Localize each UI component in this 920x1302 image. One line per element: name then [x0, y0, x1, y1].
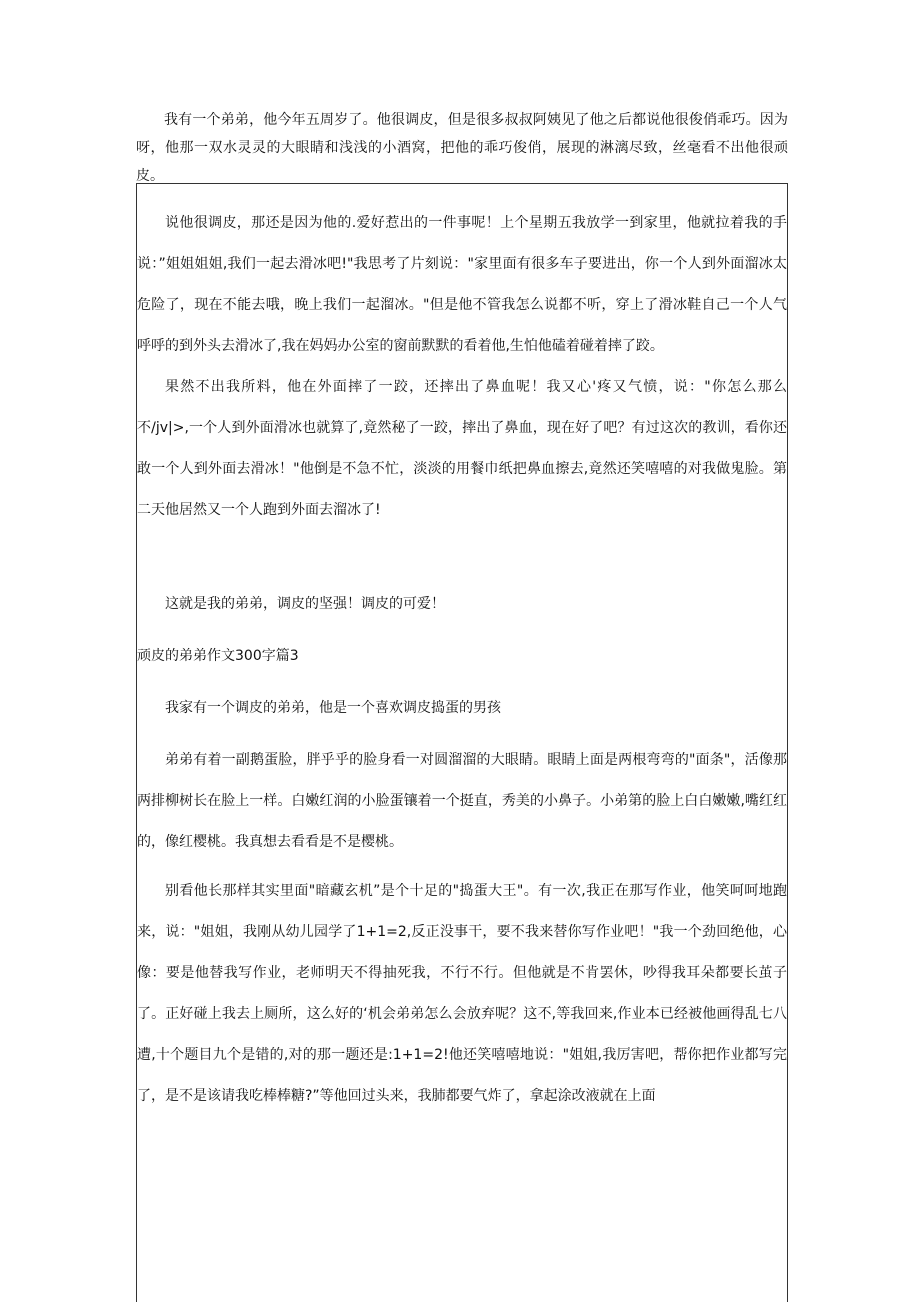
paragraph-2: 果然不出我所料，他在外面摔了一跤，还摔出了鼻血呢！我又心'疼又气愤，说："你怎么那么不/jv|>,一个人到外面滑冰也就算了,竟然秘了一跤，摔出了鼻血，现在好了吧？有过这次的教训，看你还敢一个人到外面去滑冰！"他倒是不急不忙，淡淡的用餐巾纸把鼻血擦去,竟然还笑嘻嘻的对我做鬼脸。第二天他居然又一个人跑到外面去溜冰了! — [137, 379, 787, 518]
paragraph-4: 我家有一个调皮的弟弟，他是一个喜欢调皮捣蛋的男孩 — [165, 700, 501, 716]
paragraph-3: 这就是我的弟弟，调皮的坚强！调皮的可爱！ — [165, 596, 445, 612]
paragraph-5: 弟弟有着一副鹅蛋脸，胖乎乎的脸身看一对圆溜溜的大眼睛。眼睛上面是两根弯弯的"面条"，活像那两排柳树长在脸上一样。白嫩红润的小脸蛋镶着一个挺直，秀美的小鼻子。小弟第的脸上白白嫩嫩,嘴红红的，像红樱桃。我真想去看看是不是樱桃。 — [137, 752, 787, 850]
content-box — [136, 183, 788, 1302]
section-heading: 顽皮的弟弟作文300字篇3 — [137, 648, 299, 664]
paragraph-1: 说他很调皮，那还是因为他的.爱好惹出的一件事呢！上个星期五我放学一到家里，他就拉着我的手说：”姐姐姐姐,我们一起去滑冰吧!"我思考了片刻说："家里面有很多车子要进出，你一个人到外面溜冰太危险了，现在不能去哦，晚上我们一起溜冰。"但是他不管我怎么说都不听，穿上了滑冰鞋自己一个人气呼呼的到外头去滑冰了,我在妈妈办公室的窗前默默的看着他,生怕他磕着碰着摔了跤。 — [137, 215, 787, 354]
paragraph-6: 别看他长那样其实里面"暗藏玄机”是个十足的"捣蛋大王"。有一次,我正在那写作业，他笑呵呵地跑来，说："姐姐，我刚从幼儿园学了1+1=2,反正没事干，要不我来替你写作业吧！"我一个劲回绝他，心像：要是他替我写作业，老师明天不得抽死我，不行不行。但他就是不肯罢休，吵得我耳朵都要长茧子了。正好碰上我去上厕所，这么好的‘机会弟弟怎么会放弃呢？这不,等我回来,作业本已经被他画得乱七八遭,十个题目九个是错的,对的那一题还是:1+1=2!他还笑嘻嘻地说："姐姐,我厉害吧，帮你把作业都写完了，是不是该请我吃棒棒糖?”等他回过头来，我肺都要气炸了，拿起涂改液就在上面 — [137, 883, 787, 1104]
intro-section — [136, 106, 788, 190]
intro-paragraph: 我有一个弟弟，他今年五周岁了。他很调皮，但是很多叔叔阿姨见了他之后都说他很俊俏乖巧。因为呀，他那一双水灵灵的大眼睛和浅浅的小酒窝，把他的乖巧俊俏，展现的淋漓尽致，丝毫看不出他很顽皮。 — [136, 112, 788, 184]
